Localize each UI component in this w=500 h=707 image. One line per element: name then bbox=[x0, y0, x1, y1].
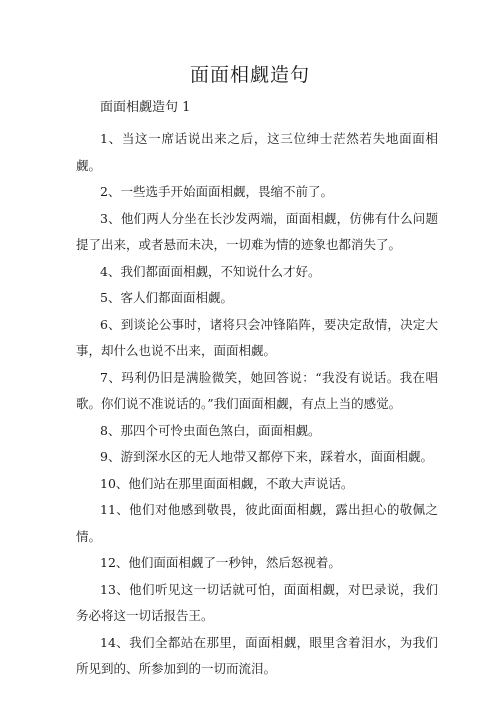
sentence-item: 12、他们面面相觑了一秒钟，然后怒视着。 bbox=[100, 555, 341, 570]
sentence-item: 1、当这一席话说出来之后，这三位绅士茫然若失地面面相觑。 bbox=[76, 131, 438, 173]
page-title: 面面相觑造句 bbox=[189, 64, 310, 86]
sentence-item: 7、玛利仍旧是满脸微笑，她回答说：“我没有说话。我在唱歌。你们说不准说话的。”我们面面相觑，有点上当的感觉。 bbox=[76, 369, 438, 411]
sentence-item: 6、到谈论公事时，诸将只会冲锋陷阵，要决定敌情，决定大事，却什么也说不出来，面面相觑。 bbox=[76, 316, 438, 358]
sentence-list bbox=[76, 126, 438, 683]
section-subtitle: 面面相觑造句 1 bbox=[100, 100, 191, 115]
sentence-item: 11、他们对他感到敬畏，彼此面面相觑，露出担心的敬佩之情。 bbox=[76, 502, 438, 544]
sentence-item: 5、客人们都面面相觑。 bbox=[100, 290, 233, 305]
sentence-item: 10、他们站在那里面面相觑，不敢大声说话。 bbox=[100, 475, 354, 491]
sentence-item: 14、我们全都站在那里，面面相觑，眼里含着泪水，为我们所见到的、所参加到的一切而流泪。 bbox=[76, 634, 438, 676]
sentence-item: 2、一些选手开始面面相觑，畏缩不前了。 bbox=[100, 184, 333, 199]
sentence-item: 13、他们听见这一切话就可怕，面面相觑，对巴录说，我们务必将这一切话报告王。 bbox=[76, 581, 438, 623]
sentence-item: 8、那四个可怜虫面色煞白，面面相觑。 bbox=[100, 422, 321, 438]
sentence-item: 4、我们都面面相觑，不知说什么才好。 bbox=[100, 263, 321, 279]
sentence-item: 3、他们两人分坐在长沙发两端，面面相觑，仿佛有什么问题提了出来，或者悬而未决，一切难为情的迹象也都消失了。 bbox=[76, 210, 438, 252]
sentence-item: 9、游到深水区的无人地带又都停下来，踩着水，面面相觑。 bbox=[100, 449, 433, 464]
